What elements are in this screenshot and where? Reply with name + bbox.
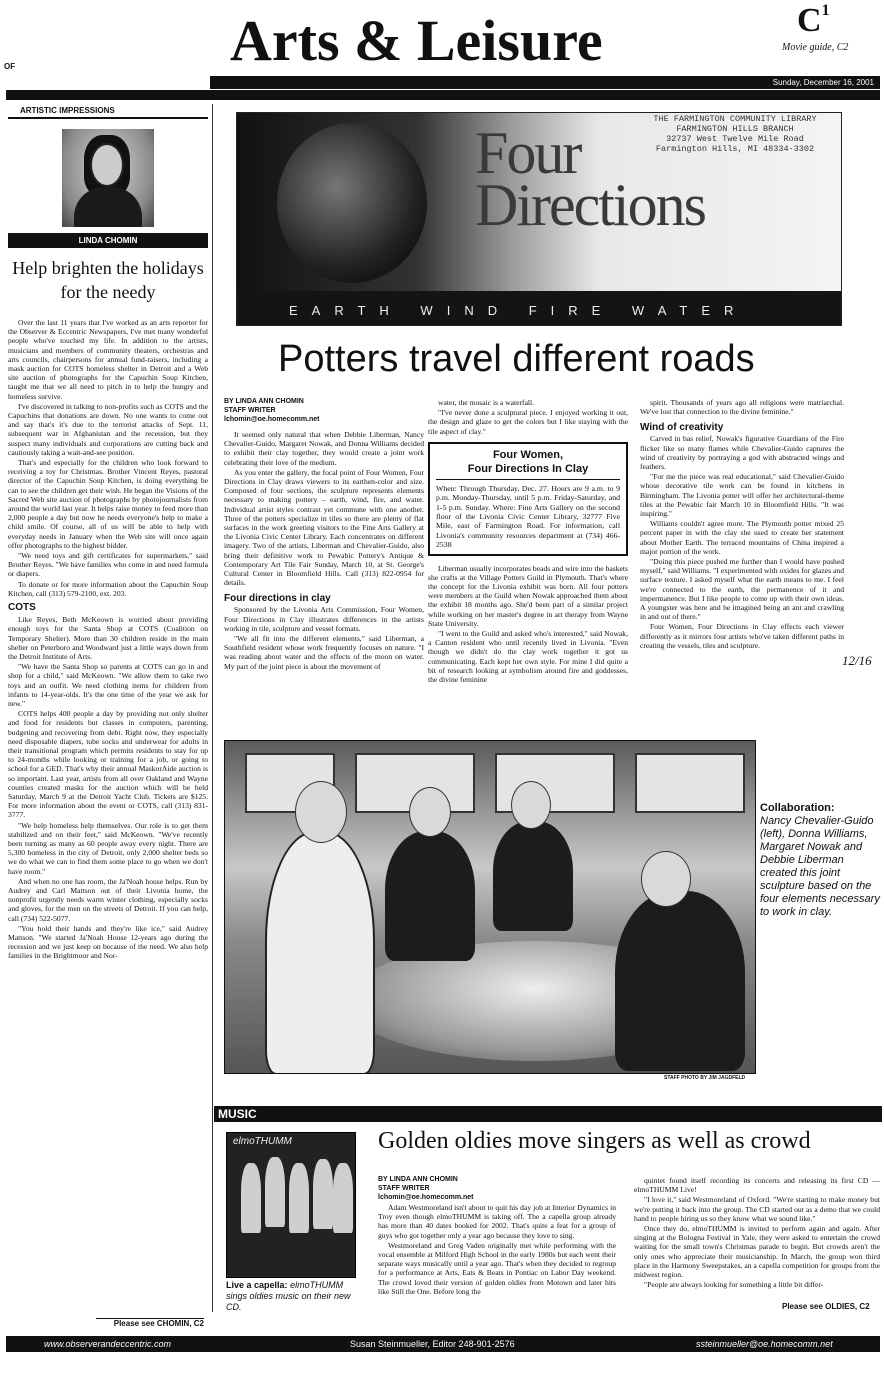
columnist-name: LINDA CHOMIN — [8, 233, 208, 248]
columnist-photo — [62, 129, 154, 227]
music-byline: BY LINDA ANN CHOMIN — [378, 1176, 458, 1183]
column-subhead: COTS — [8, 602, 36, 614]
column-divider — [212, 104, 213, 1312]
column-artistic-impressions — [8, 104, 208, 1344]
music-headline: Golden oldies move singers as well as crowd — [378, 1128, 811, 1154]
feature-column-2: water, the mosaic is a waterfall. "I've never done a sculptural piece. I enjoyed working it out, the design and glaze to get the colors but I like staying with the tile aspect of clay." Four Women, Four Directions In Clay When: Through Thursday, Dec. 27. Hours are 9 a.m. to 9 p.m. Monday-Thursday, until 5 p.m. Friday-Saturday, and 1-5 p.m. Sunday. Where: Fine Arts Gallery on the second floor of the Livonia Civic Center Library, 32777 Five Mile, east of Farmington Road. For information, call Livonia's community resources department at (734) 466-2538 Liberman usually incorporates beads and wire into the baskets she crafts at the Village Potters Guild in Plymouth. That's where the concept for the Livonia exhibit was born. All four potters were members at the Guild when Nowak approached them about the exhibit 18 months ago. She'd been part of a similar project while working on her master's degree in art therapy from Wayne State University. "I went to the Guild and asked who's interested," said Nowak, a Canton resident who until recently lived in Livonia. "Even though we didn't do the clay work together it got us communicating. Each kept her own style. For mine I did quite a bit of research looking at symbolism around fire and goddesses, the divine feminine — [428, 398, 628, 685]
photo-credit: STAFF PHOTO BY JIM JAGDFELD — [664, 1075, 746, 1081]
music-jump-line: Please see OLDIES, C2 — [782, 1302, 870, 1311]
artists-photo — [224, 740, 756, 1074]
feature-subhead-2: Wind of creativity — [640, 422, 724, 434]
cd-caption: Live a capella: elmoTHUMM sings oldies music on their new CD. — [226, 1280, 351, 1312]
music-body — [378, 1176, 880, 1316]
column-headline: Help brighten the holidays for the needy — [12, 258, 204, 302]
section-code: $C^1$ — [797, 2, 830, 39]
music-section-label: MUSIC — [214, 1106, 882, 1122]
cd-cover-photo — [226, 1132, 356, 1278]
exhibit-info-box: Four Women, Four Directions In Clay When: Through Thursday, Dec. 27. Hours are 9 a.m. to 9 p.m. Monday-Thursday, until 5 p.m. Friday-Saturday, and 1-5 p.m. Sunday. Where: Fine Arts Gallery on the second floor of the Livonia Civic Center Library, 32777 Five Mile, east of Farmington Road. For information, call Livonia's community resources department at (734) 466-2538 — [428, 442, 628, 556]
music-column-1: BY LINDA ANN CHOMIN STAFF WRITER lchomin@oe.homecomm.net Adam Westmoreland isn't about to quit his day job at Interior Dynamics in Troy even though elmoTHUMM is taking off. The a capella group already has more than 40 dates booked for 2002. That's quite a feat for a group of guys who got together only a year ago because they love to sing. Westmoreland and Greg Vaden originally met while performing with the vocal ensemble at Milford High School in the early 1980s but each went their separate ways musically until a year ago. That's when they decided to regroup for a performance at Arts, Eats & Beats in Pontiac on Labor Day weekend. The crowd loved their version of golden oldies from Motown and later hits like Still the One. Before long the — [378, 1176, 616, 1296]
feature-headline: Potters travel different roads — [278, 338, 755, 380]
masthead-fragment: OF — [4, 62, 16, 71]
feature-column-1: BY LINDA ANN CHOMIN STAFF WRITER lchomin@oe.homecomm.net It seemed only natural that when Debbie Liberman, Nancy Chevalier-Guido, Margaret Nowak, and Donna Williams decided to exhibit their clay together, they would create a joint work celebrating their love of the medium. As you enter the gallery, the focal point of Four Women, Four Directions in Clay draws viewers to its earthen-color and size. Composed of four sections, the sculpture represents elements necessary to making pottery – earth, wind, fire, and water. Individual artist styles contrast yet commune with one another. Three of the potters specialize in tiles so there are plenty of flat surfaces in the work greeting visitors to the Fine Arts Gallery at the Livonia Civic Center Library. Each concentrates on different imagery. Two of the artists, Liberman and Chevalier-Guido, also bring their definitive work to Pewabic Pottery's Antique & Contemporary Art Tile Fair Sunday, March 10, at St. George's Cultural Center in Bloomfield Hills. Call (313) 822-0954 for details. Four directions in clay Sponsored by the Livonia Arts Commission, Four Women, Four Directions in Clay illustrates differences in the artists working in tile, sculpture and vessel formats. "We all fit into the different elements," said Liberman, a Southfield resident whose work frequently focuses on nature. "I was reading about water and the effects of the moon on water. My part of the joint piece is about the movement of — [224, 398, 424, 671]
column-jump-line: Please see CHOMIN, C2 — [96, 1318, 204, 1328]
website-link[interactable]: www.observerandeccentric.com — [44, 1339, 172, 1349]
banner-title: Four Directions — [475, 120, 705, 238]
feature-subhead: Four directions in clay — [224, 593, 331, 605]
feature-column-3: spirit. Thousands of years ago all religions were matriarchal. We've lost that connection to the divine feminine." Wind of creativity Carved in bas relief, Nowak's figurative Guardians of the Fire flicker like so many flames while Chevalier-Guido captures the wind of creativity by portraying a god with abstracted wings and feathers. "For me the piece was real educational," said Chevalier-Guido whose decorative tile work can be found in kitchens in Birmingham. The Livonia potter will offer her architectural-theme tiles at the Pewabic fair March 10 in Bloomfield Hills. "It was inspiring." Williams couldn't agree more. The Plymouth potter mixed 25 percent paper in with the clay she used to create her statement about Mother Earth. The terraced mountains of China inspired a major portion of the work. "Doing this piece pushed me further than I would have pushed myself," said Williams. "I experimented with oxides for glazes and surface texture. I asked myself what the earth means to me. I feel we're connected to the earth, the permanence of it and impermanence. But I like people to come up with their own ideas. A youngster was here and he imagined being an ant and crawling in and out of there." Four Women, Four Directions in Clay effects each viewer differently as it mirrors four artists who've taken different paths in creating the vessels, tiles and sculpture. — [640, 398, 844, 650]
library-stamp: THE FARMINGTON COMMUNITY LIBRARY FARMINGTON HILLS BRANCH 32737 West Twelve Mile Road Farmington Hills, MI 48334-3302 — [653, 114, 817, 154]
editor-contact: Susan Steinmueller, Editor 248-901-2576 — [350, 1339, 515, 1349]
feature-body — [224, 398, 880, 734]
section-title: Arts & Leisure — [230, 8, 603, 73]
handwritten-date-note: 12/16 — [842, 653, 872, 668]
editor-email-link[interactable]: ssteinmueller@oe.homecomm.net — [696, 1339, 833, 1349]
music-column-2: quintet found itself recording its concerts and releasing its first CD — elmoTHUMM Live! "I love it," said Westmoreland of Oxford. "We're starting to make money but we're putting it back into the group. The CD started out as a demo that we could hand to people hiring us so they know what we sound like." Once they do, elmoTHUMM is invited to perform again and again. After singing at the Bologna Festival in Yale, they were asked to entertain the crowd waiting for the small town's Christmas parade to begin. But crowds aren't the only ones who appreciate their musicianship. In March, the group won third place in the Harmony Sweepstakes, an a capella competition for groups from the midwest region. "People are always looking for something a little bit differ- — [634, 1176, 880, 1290]
movie-guide-reference: Movie guide, C2 — [782, 42, 849, 53]
dateline: Sunday, December 16, 2001 — [210, 76, 880, 89]
photo-caption: Collaboration: Nancy Chevalier-Guido (left), Donna Williams, Margaret Nowak and Debbie Liberman created this joint sculpture based on the four elements necessary to work in clay. — [760, 802, 880, 918]
top-rule — [6, 90, 880, 100]
cd-title: elmoTHUMM — [233, 1136, 292, 1147]
column-body: Over the last 11 years that I've worked as an arts reporter for the Observer & Eccentric Newspapers, I've met many wonderful people who've touched my life. In addition to the artists, musicians and members of community theaters, orchestras and arts councils, chairpersons for annual fund-raisers, including a mask auction for COTS homeless shelter in Detroit and a Web site auction of photographs for the Capuchin Soup Kitchen, taught me that we all need to pitch in to help the hungry and homeless survive. I've discovered in talking to non-profits such as COTS and the Capuchins that donations are down. No one wants to come out and say that's it's due to the terrorist attacks of Sept. 11, subsequent war in Afghanistan and the recession, but they suspect many individuals and corporations are cutting back and cautiously taking a wait-and-see position. That's and especially for the children who look forward to receiving a toy for Christmas. Brother Vincent Reyes, pastoral director of the Capuchin Soup Kitchen, is doing everything he can to see the children get their wish. He began the Visions of the Sacred Web site auction of photographs by photojournalists from around the world last year. It helps raise money to feed more than 2,000 people a day but now he needs everyone's help to make a child smile. Of course, all of us will be able to help with everyday needs in January when the Web site will once again offer photographs to the highest bidder. "We need toys and gift certificates for supermarkets," said Brother Reyes. "We have families who come in and need formula or diapers. To donate or for more information about the Capuchin Soup Kitchen, call (313) 579-2100, ext. 203. COTS Like Reyes, Beth McKeown is worried about providing enough toys for the Santa Shop at COTS (Coalition on Temporary Shelter). More than 30 children reside in the main shelter on Peterboro and Woodward just a little ways down from the Detroit Institute of Arts. "We have the Santa Shop so parents at COTS can go in and shop for a child," said McKeown. "We allow them to take two toys and an outfit. We need clothing items for children from infants to 14-year-olds. It's the one time of the year we ask for new." COTS helps 400 people a day by providing not only shelter and food for residents but classes in computers, parenting, budgeting and recovering from debt. Right now, they especially need disposable diapers, tube socks and underwear for adults in their transitional program which permits residents to stay for up to 24-months while looking or training for a job, or going to school for a GED. That's why their annual MaskorAide auction is so important. Last year, artists from all over Oakland and Wayne counties created masks for the auction which will be held Saturday, March 9 at the Detroit Yacht Club. Tickets are $125. For more information about the event or COTS, call (313) 831-3777. "We help homeless help themselves. Our role is to get them stabilized and on their feet," said McKeown. "We've recently been turning as many as 60 people away every night. There are 5,300 homeless in the city of Detroit, only 2,000 shelter beds so we do what we can to find them some place to go when we don't have room." And when no one has room, the Ja'Noah house helps. Run by Audrey and Carl Mattson out of their Livonia home, the nonprofit urgently needs warm winter clothing, especially socks and gloves, for the men on the streets of Detroit. If you can help, call (734) 522-5077. "You hold their hands and they're like ice," said Audrey Mattson. "We started Ja'Noah House 12-years ago during the recession and we just keep on because of the need. We also help families in the Brightmoor and Nor- — [8, 318, 208, 961]
column-kicker: ARTISTIC IMPRESSIONS — [8, 104, 208, 119]
footer-bar — [6, 1336, 880, 1352]
feature-byline: BY LINDA ANN CHOMIN — [224, 398, 304, 405]
banner-elements: EARTH WIND FIRE WATER — [289, 303, 748, 318]
